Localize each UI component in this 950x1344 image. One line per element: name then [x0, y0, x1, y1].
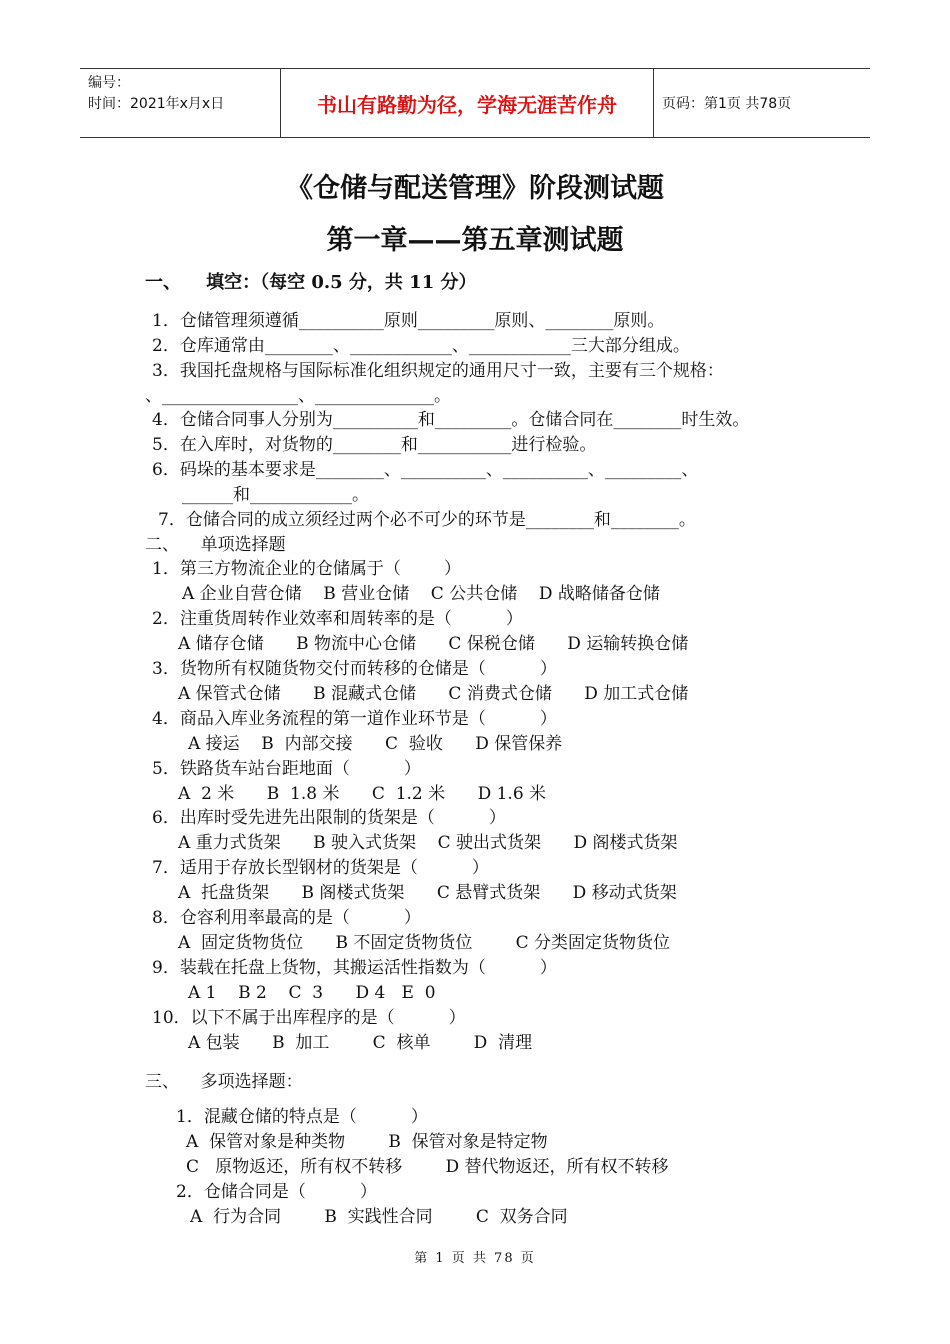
- option-line: A 接运 B 内部交接 C 验收 D 保管保养: [188, 734, 563, 754]
- option-line: A 保管对象是种类物 B 保管对象是特定物: [186, 1132, 548, 1152]
- question-line: 5．铁路货车站台距地面（ ）: [152, 759, 421, 779]
- option-line: C 原物返还，所有权不转移 D 替代物返还，所有权不转移: [186, 1157, 669, 1177]
- question-line: 2．仓储合同是（ ）: [176, 1182, 377, 1202]
- question-line: 、________________、______________。: [145, 386, 451, 406]
- section-heading-multi-choice: 三、 多项选择题：: [145, 1072, 303, 1092]
- question-line: 5．在入库时，对货物的________和___________进行检验。: [152, 435, 597, 455]
- option-line: A 1 B 2 C 3 D 4 E 0: [188, 983, 436, 1003]
- question-line: 10．以下不属于出库程序的是（ ）: [152, 1008, 466, 1028]
- question-line: 6．出库时受先进先出限制的货架是（ ）: [152, 808, 506, 828]
- option-line: A 企业自营仓储 B 营业仓储 C 公共仓储 D 战略储备仓储: [182, 584, 660, 604]
- option-line: A 托盘货架 B 阁楼式货架 C 悬臂式货架 D 移动式货架: [178, 883, 677, 903]
- doc-subtitle: 第一章——第五章测试题: [326, 225, 624, 256]
- motto: 书山有路勤为径，学海无涯苦作舟: [280, 69, 654, 137]
- option-line: A 重力式货架 B 驶入式货架 C 驶出式货架 D 阁楼式货架: [178, 833, 678, 853]
- section-heading-fill-blank: 一、 填空：（每空 0.5 分，共 11 分）: [145, 272, 477, 293]
- question-line: 2．仓库通常由________、____________、____________三大部分组成。: [152, 336, 690, 356]
- question-line: 2．注重货周转作业效率和周转率的是（ ）: [152, 609, 523, 629]
- header-table: [80, 68, 870, 138]
- question-line: 4．仓储合同事人分别为__________和_________。仓储合同在________时生效。: [152, 410, 750, 430]
- option-line: A 固定货物货位 B 不固定货物货位 C 分类固定货物货位: [178, 933, 671, 953]
- question-line: 1．第三方物流企业的仓储属于（ ）: [152, 559, 462, 579]
- question-line: 1．混藏仓储的特点是（ ）: [176, 1107, 428, 1127]
- question-line: 1．仓储管理须遵循__________原则_________原则、________原则。: [152, 311, 665, 331]
- question-line: 6．码垛的基本要求是________、__________、__________、_________、: [152, 460, 699, 480]
- section-heading-single-choice: 二、 单项选择题: [145, 535, 286, 555]
- question-line: 8．仓容利用率最高的是（ ）: [152, 908, 421, 928]
- question-line: 3．货物所有权随货物交付而转移的仓储是（ ）: [152, 659, 557, 679]
- code-label: 编号：: [88, 75, 130, 91]
- question-line: ______和____________。: [182, 485, 369, 505]
- option-line: A 包装 B 加工 C 核单 D 清理: [188, 1033, 533, 1053]
- option-line: A 储存仓储 B 物流中心仓储 C 保税仓储 D 运输转换仓储: [178, 634, 689, 654]
- page-footer: 第 1 页 共 78 页: [414, 1251, 536, 1266]
- page-info: 页码：第1页 共78页: [662, 96, 792, 112]
- question-line: 9．装载在托盘上货物，其搬运活性指数为（ ）: [152, 958, 557, 978]
- question-line: 7．适用于存放长型钢材的货架是（ ）: [152, 858, 489, 878]
- question-line: 4．商品入库业务流程的第一道作业环节是（ ）: [152, 709, 557, 729]
- question-line: 7．仓储合同的成立须经过两个必不可少的环节是________和________。: [158, 510, 696, 530]
- question-line: 3．我国托盘规格与国际标准化组织规定的通用尺寸一致，主要有三个规格：: [152, 361, 724, 381]
- doc-title: 《仓储与配送管理》阶段测试题: [286, 173, 664, 204]
- option-line: A 行为合同 B 实践性合同 C 双务合同: [190, 1207, 568, 1227]
- header-left-cell: [80, 69, 280, 137]
- option-line: A 2 米 B 1.8 米 C 1.2 米 D 1.6 米: [178, 784, 547, 804]
- time-label: 时间：2021年x月x日: [88, 96, 225, 112]
- option-line: A 保管式仓储 B 混藏式仓储 C 消费式仓储 D 加工式仓储: [178, 684, 689, 704]
